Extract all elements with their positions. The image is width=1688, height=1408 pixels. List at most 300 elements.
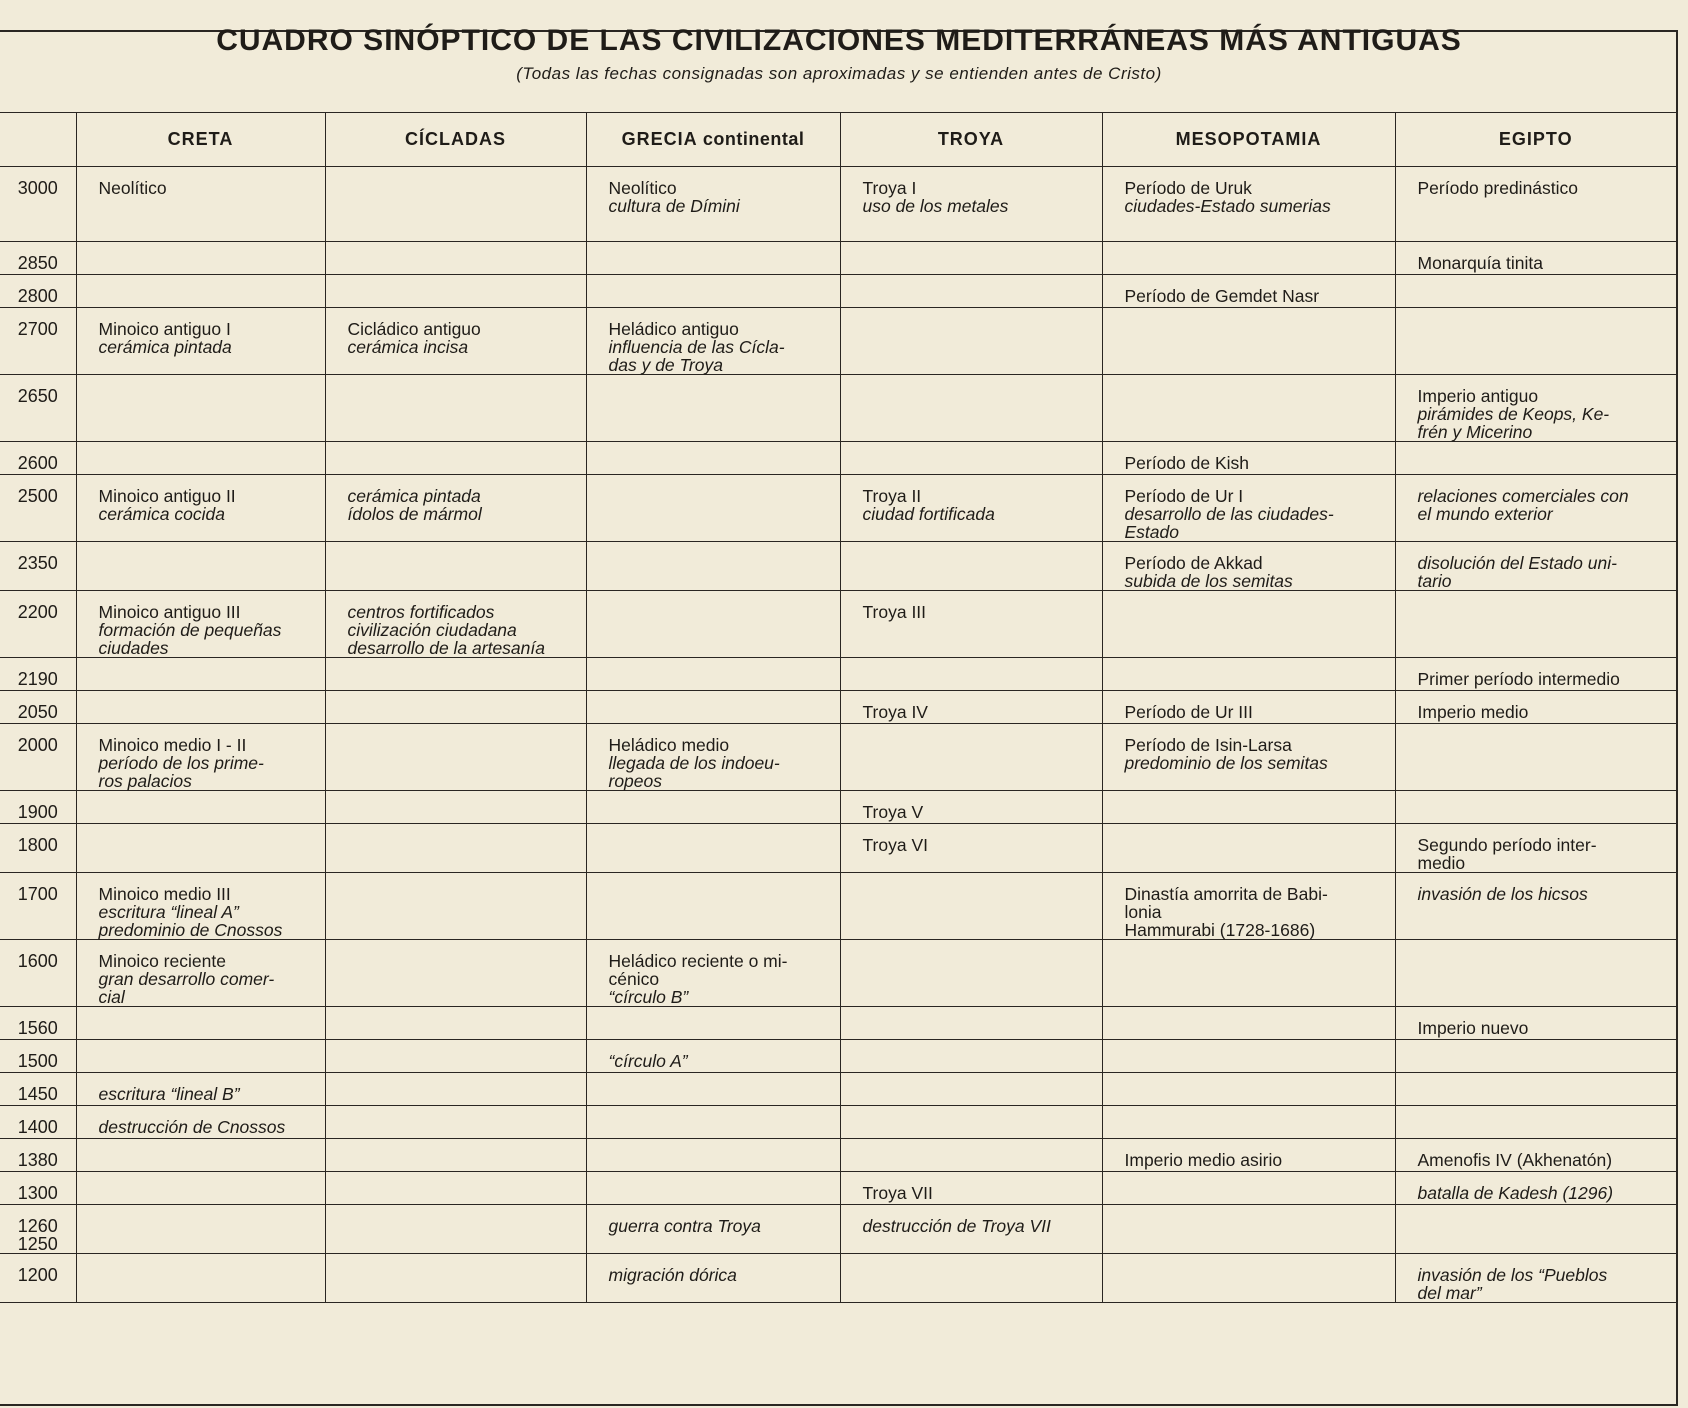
cell-grecia — [586, 658, 840, 691]
cell-main-text: Dinastía amorrita de Babi- — [1124, 884, 1328, 904]
cell-main-text: Período de Isin-Larsa — [1124, 735, 1292, 755]
cell-cicladas — [325, 724, 586, 791]
cell-sub-text: uso de los metales — [862, 196, 1009, 216]
cell-main-text: Troya VII — [862, 1183, 933, 1203]
table-row — [0, 1254, 1676, 1303]
year-value: 2850 — [17, 253, 58, 273]
cell-sub-text: cial — [98, 987, 125, 1007]
cell-mesopotamia — [1102, 1106, 1395, 1139]
year-cell — [0, 242, 76, 275]
cell-main-text: Período de Kish — [1124, 453, 1250, 473]
cell-main-text: Hammurabi (1728-1686) — [1124, 920, 1316, 940]
year-value: 1800 — [17, 835, 58, 855]
cell-cicladas — [325, 1139, 586, 1172]
year-value: 2650 — [17, 386, 58, 406]
cell-egipto — [1395, 791, 1676, 824]
cell-mesopotamia — [1102, 658, 1395, 691]
cell-mesopotamia — [1102, 1254, 1395, 1303]
cell-cicladas — [325, 475, 586, 542]
cell-main-text: Troya I — [862, 178, 917, 198]
cell-cicladas — [325, 791, 586, 824]
year-cell — [0, 791, 76, 824]
cell-troya — [840, 1106, 1102, 1139]
cell-grecia — [586, 442, 840, 475]
cell-sub-text: cultura de Dímini — [608, 196, 740, 216]
cell-troya — [840, 824, 1102, 873]
table-row — [0, 1007, 1676, 1040]
cell-main-text: Neolítico — [608, 178, 677, 198]
cell-cicladas — [325, 873, 586, 940]
cell-main-text: Troya IV — [862, 702, 928, 722]
cell-cicladas — [325, 242, 586, 275]
cell-sub-text: del mar” — [1417, 1283, 1482, 1303]
year-value: 1260 — [17, 1216, 58, 1236]
table-row — [0, 275, 1676, 308]
cell-mesopotamia — [1102, 542, 1395, 591]
cell-cicladas — [325, 591, 586, 658]
cell-troya — [840, 1172, 1102, 1205]
cell-main-text: Segundo período inter- — [1417, 835, 1597, 855]
cell-cicladas — [325, 1106, 586, 1139]
synoptic-table — [0, 112, 1676, 1303]
header-grecia-label: GRECIA — [621, 129, 697, 149]
cell-sub-text: “círculo A” — [608, 1051, 688, 1071]
cell-troya — [840, 591, 1102, 658]
cell-sub-text: migración dórica — [608, 1265, 737, 1285]
table-row — [0, 791, 1676, 824]
year-value: 2600 — [17, 453, 58, 473]
table-body — [0, 167, 1676, 1303]
cell-sub-text: predominio de los semitas — [1124, 753, 1328, 773]
cell-main-text: Monarquía tinita — [1417, 253, 1543, 273]
cell-sub-text: guerra contra Troya — [608, 1216, 761, 1236]
year-value: 2190 — [17, 669, 58, 689]
cell-sub-text: cerámica pintada — [98, 337, 232, 357]
cell-main-text: Período predinástico — [1417, 178, 1579, 198]
header-grecia — [586, 113, 840, 167]
year-value: 1560 — [17, 1018, 58, 1038]
cell-egipto — [1395, 1139, 1676, 1172]
cell-mesopotamia — [1102, 1040, 1395, 1073]
year-value: 2050 — [17, 702, 58, 722]
cell-creta — [76, 1205, 325, 1254]
cell-grecia — [586, 591, 840, 658]
cell-egipto — [1395, 591, 1676, 658]
cell-grecia — [586, 724, 840, 791]
cell-sub-text: subida de los semitas — [1124, 571, 1293, 591]
cell-egipto — [1395, 442, 1676, 475]
cell-creta — [76, 1106, 325, 1139]
cell-sub-text: Estado — [1124, 522, 1179, 542]
cell-troya — [840, 873, 1102, 940]
cell-grecia — [586, 1106, 840, 1139]
cell-creta — [76, 791, 325, 824]
cell-sub-text: invasión de los “Pueblos — [1417, 1265, 1608, 1285]
cell-sub-text: invasión de los hicsos — [1417, 884, 1588, 904]
cell-sub-text: tario — [1417, 571, 1452, 591]
cell-sub-text: escritura “lineal B” — [98, 1084, 240, 1104]
cell-creta — [76, 1254, 325, 1303]
cell-sub-text: relaciones comerciales con — [1417, 486, 1629, 506]
year-value: 1450 — [17, 1084, 58, 1104]
cell-sub-text: escritura “lineal A” — [98, 902, 239, 922]
cell-egipto — [1395, 1254, 1676, 1303]
cell-troya — [840, 791, 1102, 824]
cell-main-text: Imperio nuevo — [1417, 1018, 1529, 1038]
year-cell — [0, 375, 76, 442]
cell-mesopotamia — [1102, 724, 1395, 791]
cell-troya — [840, 1254, 1102, 1303]
page-subtitle: (Todas las fechas consignadas son aproximadas y se entienden antes de Cristo) — [516, 64, 1162, 83]
year-cell — [0, 275, 76, 308]
year-cell — [0, 1254, 76, 1303]
cell-creta — [76, 1040, 325, 1073]
year-cell — [0, 1172, 76, 1205]
cell-mesopotamia — [1102, 591, 1395, 658]
cell-mesopotamia — [1102, 275, 1395, 308]
table-row — [0, 375, 1676, 442]
cell-egipto — [1395, 1172, 1676, 1205]
cell-grecia — [586, 873, 840, 940]
cell-main-text: medio — [1417, 853, 1466, 873]
table-row — [0, 658, 1676, 691]
cell-cicladas — [325, 542, 586, 591]
cell-cicladas — [325, 275, 586, 308]
year-cell — [0, 1040, 76, 1073]
cell-cicladas — [325, 658, 586, 691]
table-row — [0, 475, 1676, 542]
year-value: 2800 — [17, 286, 58, 306]
cell-main-text: Troya VI — [862, 835, 928, 855]
cell-sub-text: ros palacios — [98, 771, 192, 791]
cell-troya — [840, 691, 1102, 724]
cell-egipto — [1395, 308, 1676, 375]
cell-sub-text: ciudades — [98, 638, 169, 658]
table-row — [0, 1205, 1676, 1254]
cell-creta — [76, 873, 325, 940]
cell-main-text: Amenofis IV (Akhenatón) — [1417, 1150, 1613, 1170]
page-title: CUADRO SINÓPTICO DE LAS CIVILIZACIONES MEDITERRÁNEAS MÁS ANTIGUAS — [216, 24, 1462, 57]
cell-creta — [76, 724, 325, 791]
cell-mesopotamia — [1102, 1172, 1395, 1205]
cell-sub-text: desarrollo de la artesanía — [347, 638, 545, 658]
cell-grecia — [586, 1139, 840, 1172]
cell-mesopotamia — [1102, 824, 1395, 873]
year-cell — [0, 308, 76, 375]
year-cell — [0, 658, 76, 691]
cell-main-text: Heládico medio — [608, 735, 730, 755]
table-row — [0, 1073, 1676, 1106]
year-cell — [0, 691, 76, 724]
cell-sub-text: influencia de las Cícla- — [608, 337, 785, 357]
cell-sub-text: das y de Troya — [608, 355, 723, 375]
table-row — [0, 691, 1676, 724]
cell-grecia — [586, 375, 840, 442]
cell-grecia — [586, 475, 840, 542]
cell-egipto — [1395, 824, 1676, 873]
table-row — [0, 591, 1676, 658]
cell-troya — [840, 1205, 1102, 1254]
cell-main-text: Minoico antiguo III — [98, 602, 241, 622]
table-row — [0, 873, 1676, 940]
cell-cicladas — [325, 1254, 586, 1303]
cell-creta — [76, 242, 325, 275]
cell-egipto — [1395, 475, 1676, 542]
cell-grecia — [586, 940, 840, 1007]
cell-grecia — [586, 167, 840, 242]
cell-troya — [840, 275, 1102, 308]
year-cell — [0, 873, 76, 940]
cell-troya — [840, 1073, 1102, 1106]
cell-creta — [76, 542, 325, 591]
cell-egipto — [1395, 1073, 1676, 1106]
table-row — [0, 724, 1676, 791]
cell-main-text: Heládico antiguo — [608, 319, 739, 339]
table-row — [0, 940, 1676, 1007]
cell-mesopotamia — [1102, 242, 1395, 275]
table-row — [0, 824, 1676, 873]
header-creta: CRETA — [76, 113, 325, 167]
table-row — [0, 1040, 1676, 1073]
cell-sub-text: destrucción de Cnossos — [98, 1117, 286, 1137]
cell-sub-text: ciudad fortificada — [862, 504, 995, 524]
cell-creta — [76, 691, 325, 724]
cell-main-text: Troya II — [862, 486, 922, 506]
cell-sub-text: ídolos de mármol — [347, 504, 482, 524]
cell-main-text: Minoico medio I - II — [98, 735, 247, 755]
header-year — [0, 113, 76, 167]
year-value: 2700 — [17, 319, 58, 339]
cell-creta — [76, 940, 325, 1007]
cell-main-text: Cicládico antiguo — [347, 319, 481, 339]
cell-sub-text: centros fortificados — [347, 602, 495, 622]
cell-troya — [840, 940, 1102, 1007]
table-row — [0, 308, 1676, 375]
cell-sub-text: desarrollo de las ciudades- — [1124, 504, 1334, 524]
cell-egipto — [1395, 658, 1676, 691]
year-cell — [0, 167, 76, 242]
cell-cicladas — [325, 1007, 586, 1040]
cell-mesopotamia — [1102, 1205, 1395, 1254]
cell-mesopotamia — [1102, 940, 1395, 1007]
cell-troya — [840, 242, 1102, 275]
cell-main-text: Imperio medio asirio — [1124, 1150, 1283, 1170]
cell-sub-text: gran desarrollo comer- — [98, 969, 275, 989]
cell-sub-text: formación de pequeñas — [98, 620, 282, 640]
year-cell — [0, 1139, 76, 1172]
cell-grecia — [586, 1172, 840, 1205]
cell-troya — [840, 1007, 1102, 1040]
cell-troya — [840, 1139, 1102, 1172]
cell-sub-text: frén y Micerino — [1417, 422, 1533, 442]
cell-cicladas — [325, 824, 586, 873]
cell-mesopotamia — [1102, 1139, 1395, 1172]
cell-main-text: Minoico medio III — [98, 884, 231, 904]
year-value: 2350 — [17, 553, 58, 573]
cell-mesopotamia — [1102, 691, 1395, 724]
cell-main-text: lonia — [1124, 902, 1162, 922]
cell-main-text: Imperio medio — [1417, 702, 1529, 722]
cell-mesopotamia — [1102, 791, 1395, 824]
cell-troya — [840, 167, 1102, 242]
header-egipto: EGIPTO — [1395, 113, 1676, 167]
year-cell — [0, 824, 76, 873]
year-value: 1400 — [17, 1117, 58, 1137]
cell-egipto — [1395, 375, 1676, 442]
cell-grecia — [586, 824, 840, 873]
cell-creta — [76, 658, 325, 691]
cell-creta — [76, 1139, 325, 1172]
cell-main-text: Período de Ur I — [1124, 486, 1244, 506]
cell-egipto — [1395, 691, 1676, 724]
header-troya: TROYA — [840, 113, 1102, 167]
cell-sub-text: cerámica incisa — [347, 337, 469, 357]
cell-sub-text: “círculo B” — [608, 987, 689, 1007]
year-cell — [0, 724, 76, 791]
cell-egipto — [1395, 167, 1676, 242]
cell-troya — [840, 375, 1102, 442]
cell-main-text: Imperio antiguo — [1417, 386, 1539, 406]
cell-main-text: Minoico antiguo II — [98, 486, 236, 506]
cell-sub-text: cerámica pintada — [347, 486, 481, 506]
cell-creta — [76, 1007, 325, 1040]
cell-sub-text: batalla de Kadesh (1296) — [1417, 1183, 1614, 1203]
year-value: 1900 — [17, 802, 58, 822]
cell-creta — [76, 308, 325, 375]
table-row — [0, 167, 1676, 242]
year-cell — [0, 1205, 76, 1254]
cell-sub-text: ciudades-Estado sumerias — [1124, 196, 1331, 216]
cell-grecia — [586, 275, 840, 308]
cell-main-text: Neolítico — [98, 178, 167, 198]
cell-creta — [76, 275, 325, 308]
year-value: 2000 — [17, 735, 58, 755]
table-row — [0, 1106, 1676, 1139]
header-cicladas: CÍCLADAS — [325, 113, 586, 167]
year-value: 1700 — [17, 884, 58, 904]
year-value: 3000 — [17, 178, 58, 198]
year-cell — [0, 1106, 76, 1139]
cell-sub-text: el mundo exterior — [1417, 504, 1553, 524]
cell-egipto — [1395, 1040, 1676, 1073]
cell-troya — [840, 308, 1102, 375]
cell-grecia — [586, 691, 840, 724]
cell-creta — [76, 1073, 325, 1106]
year-value-secondary: 1250 — [17, 1234, 58, 1254]
cell-cicladas — [325, 691, 586, 724]
cell-troya — [840, 724, 1102, 791]
cell-cicladas — [325, 1205, 586, 1254]
cell-egipto — [1395, 1205, 1676, 1254]
year-value: 2500 — [17, 486, 58, 506]
cell-grecia — [586, 1254, 840, 1303]
cell-troya — [840, 1040, 1102, 1073]
cell-sub-text: ropeos — [608, 771, 663, 791]
cell-sub-text: llegada de los indoeu- — [608, 753, 780, 773]
cell-mesopotamia — [1102, 442, 1395, 475]
cell-main-text: Minoico reciente — [98, 951, 226, 971]
cell-main-text: Período de Akkad — [1124, 553, 1263, 573]
cell-mesopotamia — [1102, 475, 1395, 542]
cell-grecia — [586, 1040, 840, 1073]
cell-grecia — [586, 791, 840, 824]
cell-egipto — [1395, 1106, 1676, 1139]
cell-cicladas — [325, 308, 586, 375]
table-row — [0, 1139, 1676, 1172]
cell-grecia — [586, 1073, 840, 1106]
cell-mesopotamia — [1102, 167, 1395, 242]
cell-mesopotamia — [1102, 873, 1395, 940]
cell-egipto — [1395, 940, 1676, 1007]
cell-creta — [76, 475, 325, 542]
header-mesopotamia: MESOPOTAMIA — [1102, 113, 1395, 167]
cell-grecia — [586, 242, 840, 275]
cell-grecia — [586, 308, 840, 375]
table-row — [0, 242, 1676, 275]
cell-grecia — [586, 1007, 840, 1040]
cell-sub-text: predominio de Cnossos — [98, 920, 283, 940]
cell-main-text: Troya V — [862, 802, 924, 822]
cell-main-text: Primer período intermedio — [1417, 669, 1620, 689]
cell-sub-text: destrucción de Troya VII — [862, 1216, 1051, 1236]
header-grecia-suffix: continental — [702, 129, 805, 149]
cell-sub-text: cerámica cocida — [98, 504, 225, 524]
cell-creta — [76, 591, 325, 658]
year-cell — [0, 475, 76, 542]
table-row — [0, 1172, 1676, 1205]
cell-creta — [76, 375, 325, 442]
cell-sub-text: período de los prime- — [98, 753, 264, 773]
year-value: 1600 — [17, 951, 58, 971]
cell-egipto — [1395, 275, 1676, 308]
cell-egipto — [1395, 242, 1676, 275]
cell-cicladas — [325, 940, 586, 1007]
cell-main-text: Troya III — [862, 602, 927, 622]
year-value: 2200 — [17, 602, 58, 622]
cell-main-text: Período de Gemdet Nasr — [1124, 286, 1320, 306]
cell-main-text: Minoico antiguo I — [98, 319, 231, 339]
year-cell — [0, 1007, 76, 1040]
cell-creta — [76, 442, 325, 475]
cell-egipto — [1395, 873, 1676, 940]
cell-troya — [840, 658, 1102, 691]
cell-egipto — [1395, 724, 1676, 791]
cell-troya — [840, 442, 1102, 475]
year-value: 1300 — [17, 1183, 58, 1203]
cell-sub-text: civilización ciudadana — [347, 620, 517, 640]
cell-main-text: Período de Ur III — [1124, 702, 1253, 722]
cell-grecia — [586, 1205, 840, 1254]
year-value: 1500 — [17, 1051, 58, 1071]
cell-cicladas — [325, 1172, 586, 1205]
year-cell — [0, 591, 76, 658]
year-cell — [0, 1073, 76, 1106]
cell-mesopotamia — [1102, 1073, 1395, 1106]
cell-cicladas — [325, 375, 586, 442]
year-cell — [0, 940, 76, 1007]
cell-troya — [840, 542, 1102, 591]
cell-main-text: Período de Uruk — [1124, 178, 1252, 198]
cell-cicladas — [325, 1073, 586, 1106]
cell-main-text: cénico — [608, 969, 660, 989]
year-value: 1380 — [17, 1150, 58, 1170]
year-cell — [0, 442, 76, 475]
cell-creta — [76, 167, 325, 242]
cell-sub-text: disolución del Estado uni- — [1417, 553, 1617, 573]
year-cell — [0, 542, 76, 591]
cell-creta — [76, 824, 325, 873]
cell-grecia — [586, 542, 840, 591]
